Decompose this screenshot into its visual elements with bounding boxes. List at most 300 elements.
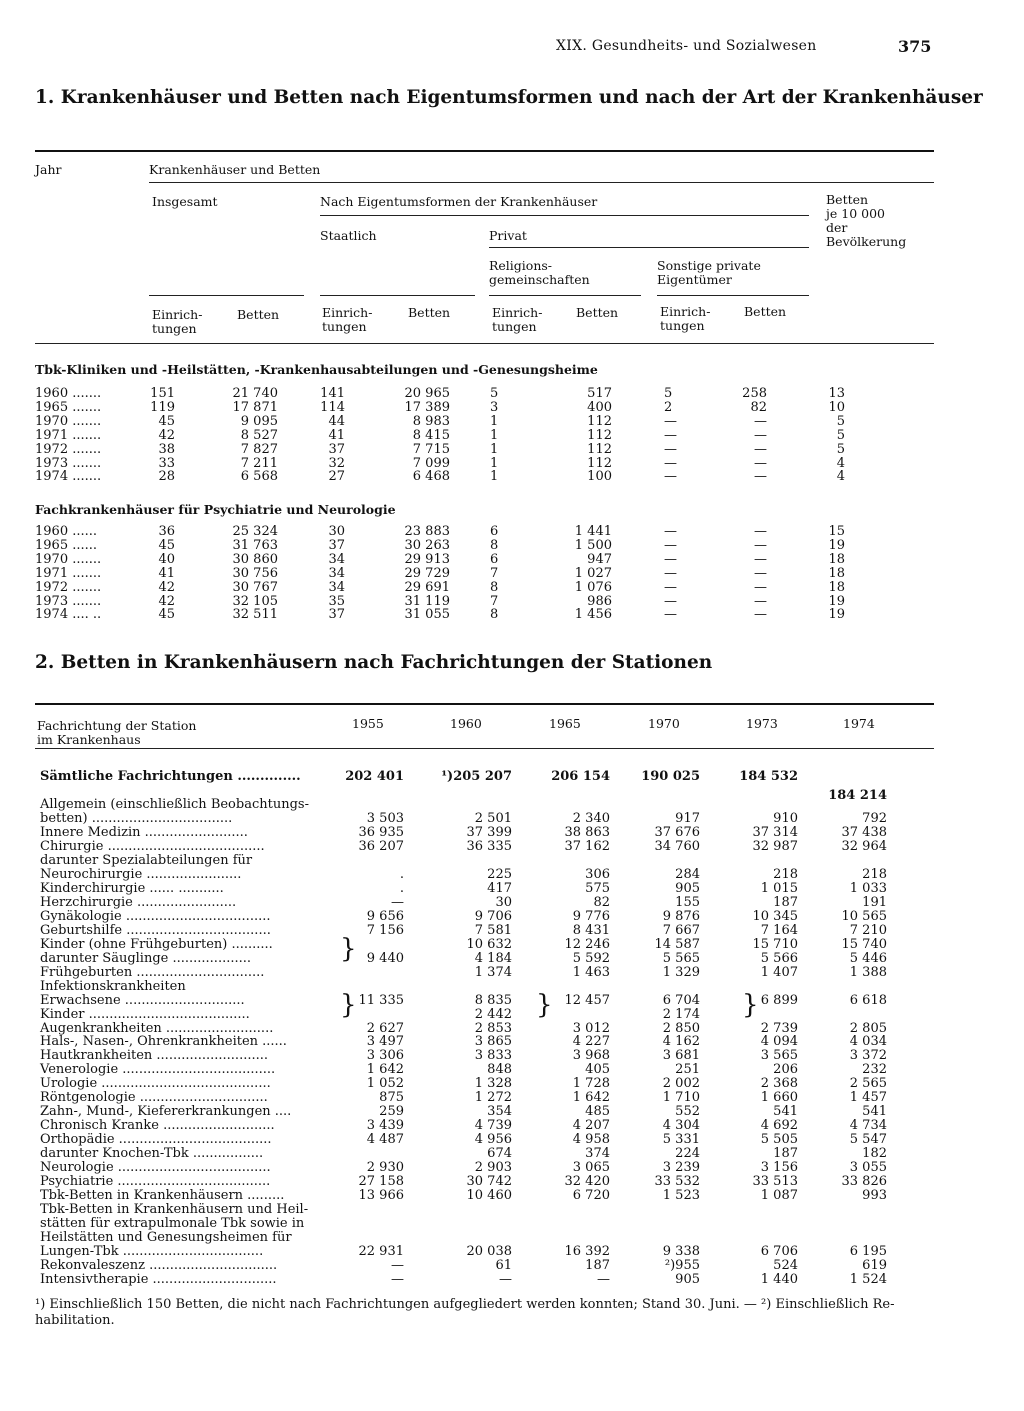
table-cell: 9 338 [662, 1244, 700, 1260]
row-label: Geburtshilfe ................................... [40, 922, 271, 938]
table-cell: 31 119 [404, 593, 450, 609]
table-cell: 8 431 [572, 922, 610, 938]
table-cell: — [664, 579, 677, 595]
table-cell: 202 401 [345, 769, 404, 784]
table-cell: 2 368 [760, 1076, 798, 1092]
rule [35, 748, 934, 749]
table-cell: 3 439 [366, 1118, 404, 1134]
table-cell: 17 389 [404, 399, 450, 415]
table-cell: 7 [490, 565, 499, 581]
col-betten-bev-4: Bevölkerung [826, 234, 907, 249]
table-cell: 6 706 [760, 1244, 798, 1260]
table-cell: 8 983 [412, 413, 450, 429]
table-cell: 1 272 [474, 1090, 512, 1106]
col-sonstige-1: Sonstige private [657, 258, 761, 273]
table-row [0, 429, 1024, 443]
table-cell: 4 692 [760, 1118, 798, 1134]
table-cell: 119 [150, 399, 175, 415]
table-cell: 6 [490, 551, 499, 567]
table-cell: 16 392 [564, 1244, 610, 1260]
table-cell: 1 524 [849, 1271, 887, 1287]
table-cell: 2 002 [662, 1076, 700, 1092]
table-row [0, 1147, 1024, 1161]
running-header: XIX. Gesundheits- und Sozialwesen [556, 38, 817, 54]
table-cell: 155 [675, 894, 700, 910]
table-cell: 4 [836, 469, 845, 485]
col-privat: Privat [489, 228, 527, 243]
table-cell: 575 [585, 880, 610, 896]
table-cell: 1 642 [366, 1062, 404, 1078]
table-cell: 8 415 [412, 427, 450, 443]
table-cell: 34 [328, 579, 345, 595]
table-cell: 2 501 [474, 810, 512, 826]
col-einr-1b: tungen [152, 321, 197, 336]
table-cell: 1 374 [474, 964, 512, 980]
table-cell: 259 [379, 1104, 404, 1120]
table-cell: 3 156 [760, 1160, 798, 1176]
table-row [0, 470, 1024, 484]
table-row [0, 1175, 1024, 1189]
table-cell: 3 865 [474, 1034, 512, 1050]
table-cell: 5 [836, 413, 845, 429]
col-einr-2a: Einrich- [322, 305, 373, 320]
table-row [0, 924, 1024, 938]
table-cell: 30 860 [232, 551, 278, 567]
table-row [0, 1022, 1024, 1036]
table-cell: 9 876 [662, 908, 700, 924]
rule [35, 703, 934, 705]
table-cell: — [499, 1271, 512, 1287]
table-cell: 30 756 [232, 565, 278, 581]
table-cell: . [399, 880, 404, 896]
table-cell: 1 033 [849, 880, 887, 896]
table-cell: 9 095 [240, 413, 278, 429]
table-row [0, 525, 1024, 539]
table-cell: 141 [320, 386, 345, 401]
table-cell: 36 935 [358, 824, 404, 840]
table-cell: 3 306 [366, 1048, 404, 1064]
col-fachrichtung-1: Fachrichtung der Station [37, 718, 197, 733]
row-year: 1965 ...... [35, 537, 98, 553]
table-cell: 7 164 [760, 922, 798, 938]
col-einr-4a: Einrich- [660, 304, 711, 319]
row-label: darunter Säuglinge ................... [40, 950, 251, 966]
row-label: Kinder ....................................... [40, 1006, 250, 1022]
table-cell: 28 [158, 469, 175, 485]
table-cell: 45 [158, 607, 175, 623]
table-cell: 1 463 [572, 964, 610, 980]
table-cell: 374 [585, 1146, 610, 1162]
table-cell: 2 850 [662, 1020, 700, 1036]
table-cell: 485 [585, 1104, 610, 1120]
table-row [0, 1259, 1024, 1273]
table-cell: 1 328 [474, 1076, 512, 1092]
table-cell: 3 [490, 399, 499, 415]
table-cell: 3 055 [849, 1160, 887, 1176]
table-row [0, 1008, 1024, 1022]
table-cell: 42 [158, 427, 175, 443]
table-cell: 225 [487, 866, 512, 882]
table-cell: 3 833 [474, 1048, 512, 1064]
table-cell: 5 [836, 441, 845, 457]
table-cell: 18 [828, 579, 845, 595]
table-cell: 517 [587, 386, 612, 401]
table-cell: 187 [773, 894, 798, 910]
table-cell: 18 [828, 565, 845, 581]
table-cell: 4 162 [662, 1034, 700, 1050]
table-cell: 4 734 [849, 1118, 887, 1134]
table-cell: 417 [487, 880, 512, 896]
table-row [0, 840, 1024, 854]
table-cell: 37 [328, 537, 345, 553]
table-cell: 354 [487, 1104, 512, 1120]
table-cell: 12 246 [564, 936, 610, 952]
table-cell: 875 [379, 1090, 404, 1106]
section-tbk: Tbk-Kliniken und -Heilstätten, -Krankenhausabteilungen und -Genesungsheime [35, 362, 598, 377]
table-cell: 19 [828, 593, 845, 609]
table-cell: 5 565 [662, 950, 700, 966]
table-cell: 4 958 [572, 1132, 610, 1148]
table-cell: 2 805 [849, 1020, 887, 1036]
table-cell: 187 [585, 1258, 610, 1273]
table-row [0, 1217, 1024, 1231]
table-cell: 5 446 [849, 950, 887, 966]
table-cell: 792 [862, 810, 887, 826]
table-cell: 27 158 [358, 1174, 404, 1190]
table-cell: 206 [773, 1062, 798, 1078]
table-cell: 1 500 [574, 537, 612, 553]
table-cell: 3 968 [572, 1048, 610, 1064]
row-year: 1973 ....... [35, 593, 102, 609]
table-row [0, 595, 1024, 609]
table-cell: — [391, 1258, 404, 1273]
table-cell: — [597, 1271, 610, 1287]
table-cell: 10 460 [466, 1188, 512, 1204]
row-label: Venerologie ..................................... [40, 1062, 276, 1078]
table-cell: 917 [675, 810, 700, 826]
table-cell: 32 964 [841, 838, 887, 854]
table-cell: 405 [585, 1062, 610, 1078]
table-cell: 37 [328, 441, 345, 457]
table-cell: 7 210 [849, 922, 887, 938]
page-number: 375 [898, 37, 932, 56]
table-row [0, 387, 1024, 401]
table-row [0, 553, 1024, 567]
table-cell: 29 729 [404, 565, 450, 581]
table-cell: 30 [328, 524, 345, 539]
table-cell: 251 [675, 1062, 700, 1078]
table-cell: 3 239 [662, 1160, 700, 1176]
table-cell: 37 [328, 607, 345, 623]
col-religion-1: Religions- [489, 258, 553, 273]
table-cell: 184 214 [828, 788, 887, 803]
table-cell: 258 [742, 386, 767, 401]
table-cell: 7 581 [474, 922, 512, 938]
col-staatlich: Staatlich [320, 228, 377, 243]
table-cell: 112 [587, 427, 612, 443]
table-cell: — [664, 593, 677, 609]
table-cell: 3 503 [366, 810, 404, 826]
table-cell: — [664, 524, 677, 539]
table-cell: 1 728 [572, 1076, 610, 1092]
row-label: Gynäkologie ................................... [40, 908, 271, 924]
table-cell: 32 105 [232, 593, 278, 609]
table-cell: 4 [836, 455, 845, 471]
table-cell: 3 065 [572, 1160, 610, 1176]
footnote-1: ¹) Einschließlich 150 Betten, die nicht nach Fachrichtungen aufgegliedert werden konnten; Stand 30. Juni. — ²) Einschließlich Re- [35, 1297, 895, 1312]
table-cell: — [664, 537, 677, 553]
table-cell: 5 [836, 427, 845, 443]
table-row [0, 1119, 1024, 1133]
table-cell: 112 [587, 413, 612, 429]
table-cell: 42 [158, 593, 175, 609]
table-cell: — [754, 607, 767, 623]
table-cell: 1 076 [574, 579, 612, 595]
table-cell: 31 763 [232, 537, 278, 553]
row-label: Chronisch Kranke ........................... [40, 1118, 275, 1134]
table-cell: 41 [158, 565, 175, 581]
table-cell: 206 154 [551, 769, 610, 784]
rule [149, 182, 934, 183]
table-cell: 993 [862, 1188, 887, 1204]
row-label: Lungen-Tbk .................................. [40, 1244, 264, 1260]
table-cell: 7 211 [240, 455, 278, 471]
table-cell: 5 [490, 386, 499, 401]
row-label: Heilstätten und Genesungsheimen für [40, 1230, 292, 1246]
table-cell: 2 739 [760, 1020, 798, 1036]
table-cell: 4 739 [474, 1118, 512, 1134]
table-row [0, 966, 1024, 980]
table-cell: 2 930 [366, 1160, 404, 1176]
table-cell: 552 [675, 1104, 700, 1120]
section-psychiatrie: Fachkrankenhäuser für Psychiatrie und Neurologie [35, 502, 396, 517]
rule [35, 343, 934, 344]
table-cell: 6 618 [849, 992, 887, 1008]
table-cell: 82 [750, 399, 767, 415]
table-cell: 400 [587, 399, 612, 415]
table-row [0, 812, 1024, 826]
brace: } [536, 990, 553, 1020]
table-cell: 9 706 [474, 908, 512, 924]
table-row [0, 1245, 1024, 1259]
row-label: Augenkrankheiten .......................... [40, 1020, 274, 1036]
row-label: Intensivtherapie .............................. [40, 1271, 277, 1287]
table-cell: 184 532 [739, 769, 798, 784]
table-row [0, 868, 1024, 882]
table-cell: 15 [828, 524, 845, 539]
table-cell: 8 835 [474, 992, 512, 1008]
row-label: Erwachsene ............................. [40, 992, 245, 1008]
table-cell: 18 [828, 551, 845, 567]
table-row [0, 798, 1024, 812]
table-row [0, 1133, 1024, 1147]
table-cell: 8 [490, 607, 499, 623]
table-row [0, 539, 1024, 553]
total-row [0, 769, 1024, 803]
rule [489, 295, 641, 296]
table-cell: 7 827 [240, 441, 278, 457]
col-einr-4b: tungen [660, 318, 705, 333]
col-insgesamt: Insgesamt [152, 194, 218, 209]
row-label: Tbk-Betten in Krankenhäusern und Heil- [40, 1202, 309, 1218]
table-cell: 5 331 [662, 1132, 700, 1148]
col-jahr: Jahr [35, 162, 62, 177]
table-cell: 6 899 [760, 992, 798, 1008]
row-label: darunter Knochen-Tbk ................. [40, 1146, 264, 1162]
row-label: Infektionskrankheiten [40, 978, 186, 994]
table-cell: 3 681 [662, 1048, 700, 1064]
table-cell: 190 025 [641, 769, 700, 784]
table-cell: 9 776 [572, 908, 610, 924]
table-cell: 44 [328, 413, 345, 429]
row-label: Chirurgie ...................................... [40, 838, 265, 854]
table-cell: 3 012 [572, 1020, 610, 1036]
table-cell: 218 [862, 866, 887, 882]
table-cell: 112 [587, 455, 612, 471]
col-sonstige-2: Eigentümer [657, 272, 732, 287]
table-row [0, 581, 1024, 595]
table1-title: 1. Krankenhäuser und Betten nach Eigentumsformen und nach der Art der Krankenhäuser [35, 87, 983, 108]
table-cell: 910 [773, 810, 798, 826]
row-label: Innere Medizin ......................... [40, 824, 248, 840]
col-betten-bev-1: Betten [826, 192, 869, 207]
table-cell: 1 710 [662, 1090, 700, 1106]
table-cell: 25 324 [232, 524, 278, 539]
row-label: Urologie ......................................... [40, 1076, 271, 1092]
row-label: Orthopädie ..................................... [40, 1132, 272, 1148]
table-cell: 1 052 [366, 1076, 404, 1092]
row-label: Kinderchirurgie ...... ........... [40, 880, 224, 896]
row-label: Frühgeburten ............................... [40, 964, 265, 980]
table-cell: 191 [862, 894, 887, 910]
table-cell: 38 863 [564, 824, 610, 840]
row-label: Neurologie ..................................... [40, 1160, 271, 1176]
row-year: 1974 .... .. [35, 607, 102, 623]
table-cell: 100 [587, 469, 612, 485]
table-cell: 4 184 [474, 950, 512, 966]
table-cell: 284 [675, 866, 700, 882]
table-cell: 37 438 [841, 824, 887, 840]
table-row [0, 994, 1024, 1008]
table-cell: 986 [587, 593, 612, 609]
row-year: 1970 ....... [35, 413, 102, 429]
table-cell: 1 [490, 455, 499, 471]
row-year: 1973 ....... [35, 455, 102, 471]
row-year: 1971 ....... [35, 565, 102, 581]
table-cell: 218 [773, 866, 798, 882]
table-cell: 7 715 [412, 441, 450, 457]
table-cell: 37 676 [654, 824, 700, 840]
table-cell: — [391, 894, 404, 910]
table-cell: ²)955 [664, 1258, 700, 1273]
table-cell: 1 441 [574, 524, 612, 539]
col-betten-2: Betten [408, 305, 451, 320]
rule [657, 295, 809, 296]
row-label: darunter Spezialabteilungen für [40, 852, 253, 868]
row-label: Sämtliche Fachrichtungen .............. [40, 769, 301, 784]
table-cell: 187 [773, 1146, 798, 1162]
table-row [0, 443, 1024, 457]
table-row [0, 1063, 1024, 1077]
table-cell: 32 420 [564, 1174, 610, 1190]
table-cell: 2 340 [572, 810, 610, 826]
row-label: Röntgenologie ............................... [40, 1090, 268, 1106]
table-cell: 1 407 [760, 964, 798, 980]
row-year: 1971 ....... [35, 427, 102, 443]
table-cell: — [754, 413, 767, 429]
table-cell: 541 [862, 1104, 887, 1120]
table-cell: . [399, 866, 404, 882]
table-cell: — [664, 469, 677, 485]
table-cell: 30 263 [404, 537, 450, 553]
table-cell: 30 [495, 894, 512, 910]
table-row [0, 567, 1024, 581]
row-label: Hautkrankheiten ........................... [40, 1048, 268, 1064]
table-cell: 36 [158, 524, 175, 539]
table-cell: 1 388 [849, 964, 887, 980]
table-cell: 13 966 [358, 1188, 404, 1204]
table-cell: 19 [828, 537, 845, 553]
table-cell: 947 [587, 551, 612, 567]
table-cell: 674 [487, 1146, 512, 1162]
col-religion-2: gemeinschaften [489, 272, 590, 287]
col-einr-1a: Einrich- [152, 307, 203, 322]
table-cell: 4 956 [474, 1132, 512, 1148]
table-row [0, 1105, 1024, 1119]
table-cell: 6 704 [662, 992, 700, 1008]
table-row [0, 1091, 1024, 1105]
col-einr-3b: tungen [492, 319, 537, 334]
table-cell: 2 442 [474, 1006, 512, 1022]
table-cell: 36 335 [466, 838, 512, 854]
table-row [0, 1189, 1024, 1203]
col-betten-1: Betten [237, 307, 280, 322]
col-einr-3a: Einrich- [492, 305, 543, 320]
table-row [0, 457, 1024, 471]
table-cell: 1 456 [574, 607, 612, 623]
table-row [0, 1203, 1024, 1217]
row-label: Tbk-Betten in Krankenhäusern ......... [40, 1188, 285, 1204]
table-cell: 232 [862, 1062, 887, 1078]
table-cell: 41 [328, 427, 345, 443]
table-cell: — [754, 524, 767, 539]
table-cell: 4 304 [662, 1118, 700, 1134]
table-cell: 20 038 [466, 1244, 512, 1260]
row-label: Kinder (ohne Frühgeburten) .......... [40, 936, 273, 952]
table-cell: 29 913 [404, 551, 450, 567]
table-cell: 14 587 [654, 936, 700, 952]
table-cell: 30 767 [232, 579, 278, 595]
table-cell: 29 691 [404, 579, 450, 595]
table-cell: 2 565 [849, 1076, 887, 1092]
table-cell: 2 627 [366, 1020, 404, 1036]
table-row [0, 826, 1024, 840]
table-cell: 33 513 [752, 1174, 798, 1190]
table-cell: 7 [490, 593, 499, 609]
table-cell: 82 [593, 894, 610, 910]
table-cell: 8 527 [240, 427, 278, 443]
table-cell: — [664, 607, 677, 623]
table-cell: 32 987 [752, 838, 798, 854]
table-row [0, 1231, 1024, 1245]
col-betten-bev-2: je 10 000 [826, 206, 885, 221]
table-row [0, 1161, 1024, 1175]
table-cell: 541 [773, 1104, 798, 1120]
row-year: 1960 ...... [35, 524, 98, 539]
table-cell: — [664, 413, 677, 429]
rule [35, 150, 934, 152]
table-cell: 2 853 [474, 1020, 512, 1036]
